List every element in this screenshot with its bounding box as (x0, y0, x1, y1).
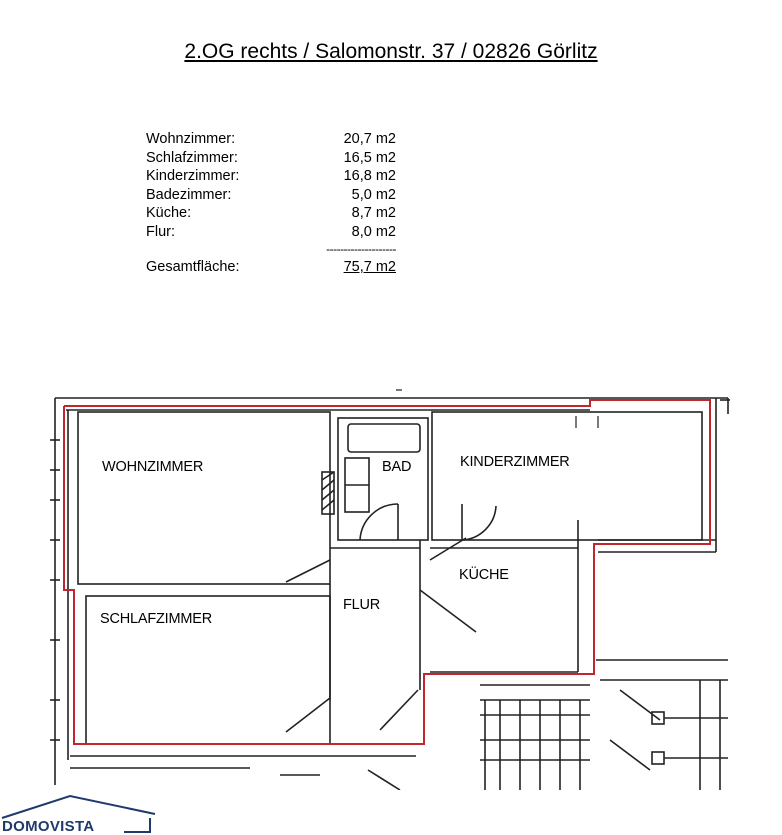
page-title: 2.OG rechts / Salomonstr. 37 / 02826 Görlitz (184, 40, 598, 63)
plan-walls (50, 398, 730, 790)
room-label-wohnzimmer: WOHNZIMMER (102, 459, 204, 475)
area-row-flur (146, 223, 396, 242)
area-label: Küche: (146, 205, 192, 221)
area-label: Kinderzimmer: (146, 168, 240, 184)
area-row-wohnzimmer (146, 130, 396, 149)
room-label-flur: FLUR (343, 597, 381, 613)
area-value: 16,5 m2 (343, 149, 396, 166)
area-label: Flur: (146, 223, 175, 240)
area-row-kinderzimmer (146, 167, 396, 186)
area-value: 20,7 m2 (343, 131, 396, 147)
area-table (146, 130, 396, 277)
sum-separator: -------------------- (326, 242, 396, 256)
room-label-bad: BAD (382, 459, 412, 475)
area-label: Wohnzimmer: (146, 131, 236, 147)
area-label: Schlafzimmer: (146, 149, 238, 166)
floor-plan (0, 380, 782, 790)
room-label-kueche: KÜCHE (459, 567, 509, 583)
area-value: 16,8 m2 (343, 168, 396, 184)
area-row-schlafzimmer (146, 149, 396, 168)
area-row-badezimmer (146, 186, 396, 205)
total-value-text: 75,7 m2 (343, 259, 396, 275)
room-label-kinderzimmer: KINDERZIMMER (460, 454, 570, 470)
area-row-kueche (146, 204, 396, 223)
total-label: Gesamtfläche: (146, 259, 240, 275)
area-row-total (146, 258, 396, 277)
area-value: 8,0 m2 (351, 223, 396, 240)
total-value (326, 258, 396, 277)
area-value: 8,7 m2 (351, 205, 396, 221)
logo-text: DOMOVISTA (2, 818, 95, 835)
window-marks (396, 390, 598, 428)
room-label-schlafzimmer: SCHLAFZIMMER (100, 611, 212, 627)
area-label: Badezimmer: (146, 186, 232, 203)
area-value: 5,0 m2 (351, 186, 396, 203)
